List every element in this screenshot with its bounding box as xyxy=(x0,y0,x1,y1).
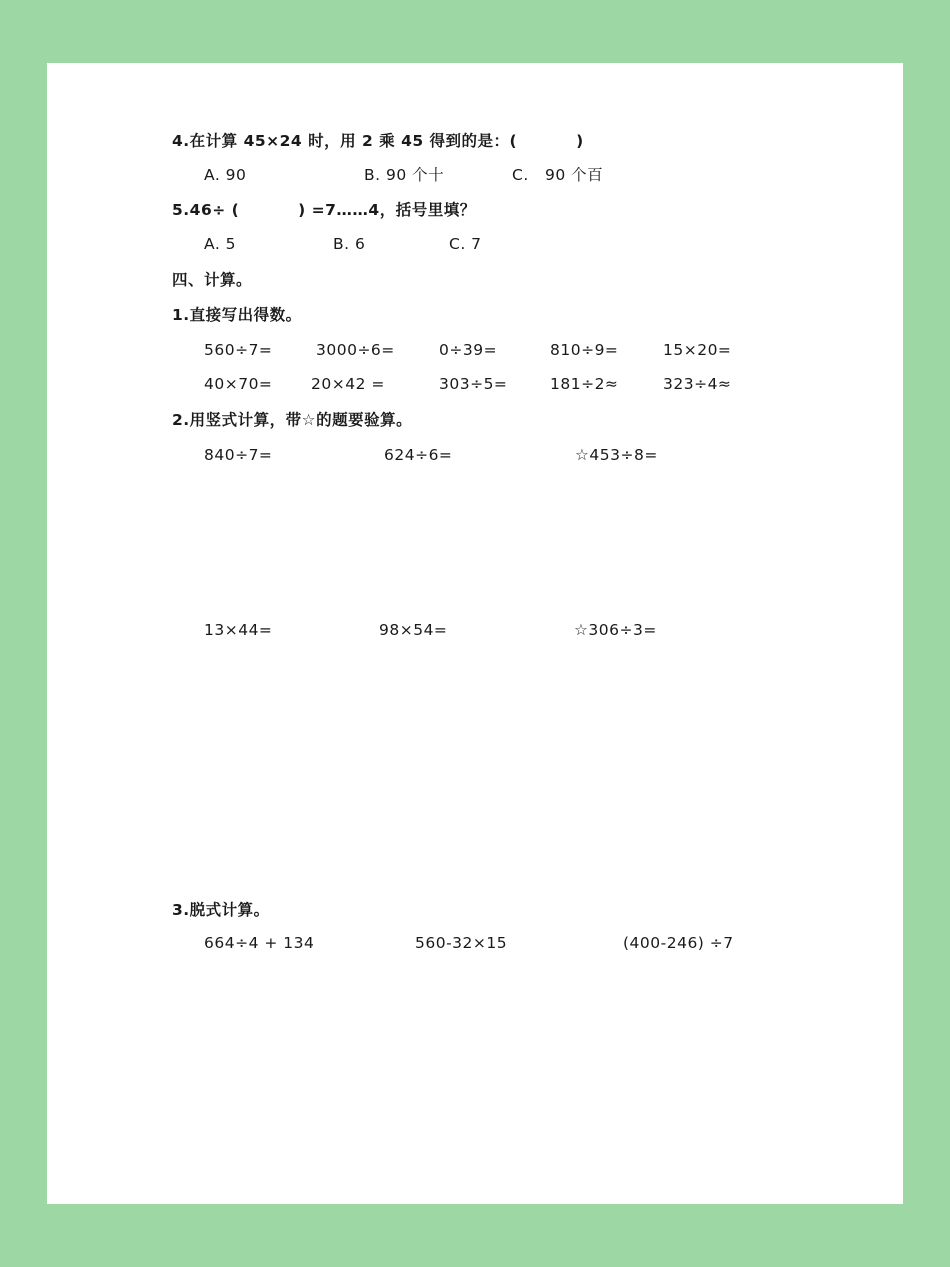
step-calc-item: 560-32×15 xyxy=(415,934,508,952)
question-5-option-b: B. 6 xyxy=(333,235,366,253)
question-4-option-c: C. 90 个百 xyxy=(512,166,604,184)
question-4-stem: 4.在计算 45×24 时，用 2 乘 45 得到的是：( ) xyxy=(172,132,584,150)
part-2-title: 2.用竖式计算，带☆的题要验算。 xyxy=(172,411,413,429)
oral-calc-item: 40×70= xyxy=(204,375,273,393)
vertical-calc-item: 13×44= xyxy=(204,621,273,639)
step-calc-item: (400-246) ÷7 xyxy=(623,934,734,952)
vertical-calc-item: ☆453÷8= xyxy=(575,446,658,464)
part-3-title: 3.脱式计算。 xyxy=(172,901,270,919)
section-title: 四、计算。 xyxy=(172,271,253,289)
vertical-calc-item: 840÷7= xyxy=(204,446,273,464)
oral-calc-item: 323÷4≈ xyxy=(663,375,732,393)
question-4-option-a: A. 90 xyxy=(204,166,247,184)
oral-calc-item: 810÷9= xyxy=(550,341,619,359)
oral-calc-item: 3000÷6= xyxy=(316,341,395,359)
question-5-stem: 5.46÷ ( ) =7……4，括号里填？ xyxy=(172,201,476,219)
oral-calc-item: 15×20= xyxy=(663,341,732,359)
oral-calc-item: 181÷2≈ xyxy=(550,375,619,393)
vertical-calc-item: 98×54= xyxy=(379,621,448,639)
worksheet-page xyxy=(47,63,903,1204)
oral-calc-item: 20×42 = xyxy=(311,375,385,393)
oral-calc-item: 560÷7= xyxy=(204,341,273,359)
vertical-calc-item: 624÷6= xyxy=(384,446,453,464)
vertical-calc-item: ☆306÷3= xyxy=(574,621,657,639)
question-4-option-b: B. 90 个十 xyxy=(364,166,445,184)
oral-calc-item: 0÷39= xyxy=(439,341,498,359)
part-1-title: 1.直接写出得数。 xyxy=(172,306,302,324)
question-5-option-c: C. 7 xyxy=(449,235,482,253)
question-5-option-a: A. 5 xyxy=(204,235,237,253)
step-calc-item: 664÷4 + 134 xyxy=(204,934,315,952)
oral-calc-item: 303÷5= xyxy=(439,375,508,393)
